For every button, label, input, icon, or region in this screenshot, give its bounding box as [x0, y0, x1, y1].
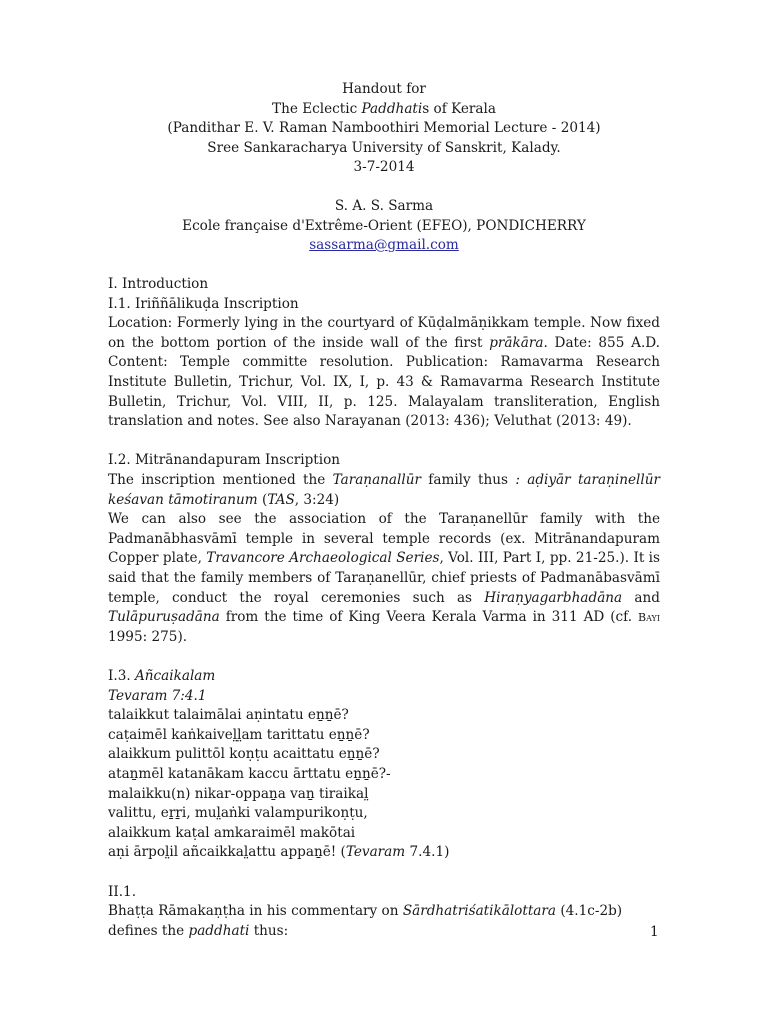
- italic-term: paddhati: [188, 922, 250, 939]
- italic-term: prākāra: [489, 334, 544, 351]
- text-run: family thus: [420, 472, 516, 489]
- author-affiliation: Ecole française d'Extrême-Orient (EFEO), PONDICHERRY: [182, 217, 586, 234]
- text-run: and: [622, 589, 660, 606]
- italic-term: Sārdhatriśatikālottara: [402, 903, 556, 920]
- title-part: s of Kerala: [422, 100, 496, 117]
- email-link[interactable]: sassarma@gmail.com: [309, 237, 459, 253]
- italic-term: Añcaikalam: [134, 667, 216, 684]
- header-title: [108, 100, 660, 120]
- section-heading-introduction: I. Introduction: [108, 276, 209, 293]
- text-run: 7.4.1): [405, 844, 450, 861]
- header-line-handout: Handout for: [342, 81, 426, 97]
- verse-line: alaikkum pulittōl koṇṭu acaittatu eṉṉē?: [108, 746, 380, 763]
- subsection-heading-1-2: I.2. Mitrānandapuram Inscription: [108, 452, 341, 469]
- italic-term: TAS: [267, 491, 295, 508]
- text-run: Location: Formerly lying in the courtyard of Kūḍalmāṇikkam temple. Now fixed on the bottom portion of the inside wall of the first: [108, 315, 660, 351]
- title-part: The Eclectic: [272, 100, 362, 117]
- verse-line: ataṉmēl katanākam kaccu ārttatu eṉṉē?-: [108, 765, 391, 782]
- verse-line: [108, 843, 660, 863]
- title-italic: Paddhati: [361, 100, 423, 117]
- verse-block: [108, 706, 660, 863]
- italic-term: Tevaram 7:4.1: [108, 687, 207, 704]
- author-name: S. A. S. Sarma: [334, 198, 434, 214]
- text-run: Bhaṭṭa Rāmakaṇṭha in his commentary on: [108, 903, 403, 920]
- header-lecture: (Pandithar E. V. Raman Namboothiri Memorial Lecture - 2014): [167, 120, 601, 136]
- text-run: from the time of King Veera Kerala Varma in 311 AD (cf.: [219, 609, 639, 626]
- verse-line: valittu, eṟṟi, mul̤aṅki valampurikoṇṭu,: [108, 805, 368, 822]
- subsection-heading-1-3: [108, 667, 660, 687]
- paragraph-location: [108, 314, 660, 432]
- text-run: . Date: 855 A.D. Content: Temple committe resolution. Publication: Ramavarma Research Institute Bulletin, Trichur, Vol. IX, I, p. 43 & Ramavarma Research Institute Bulletin, Trichur, Vol. VIII, II, p. 125. Malayalam transliteration, English translation and notes. See also Narayanan (2013: 436); Veluthat (2013: 49).: [108, 334, 660, 430]
- text-run: I.3.: [108, 667, 135, 684]
- page-number: 1: [650, 924, 659, 940]
- header-university: Sree Sankaracharya University of Sanskrit, Kalady.: [207, 139, 561, 156]
- small-caps-name: Bayi: [638, 611, 660, 625]
- text-run: (4.1c-2b) defines the: [108, 903, 623, 939]
- paragraph-paddhati: [108, 902, 660, 941]
- italic-term: Travancore Archaeological Series: [206, 550, 440, 567]
- italic-term: Hiraṇyagarbhadāna: [484, 589, 623, 606]
- document-page: [108, 80, 660, 941]
- text-run: We can also see the association of the Taraṇanellūr family with the Padmanābhasvāmī temple in several temple records (ex. Mitrānandapuram Copper plate,: [108, 511, 660, 567]
- text-run: 1995: 275).: [108, 628, 188, 645]
- text-run: , Vol. III, Part I, pp. 21-25.). It is said that the family members of Taraṇanellūr, chief priests of Padmanābasvāmī temple, conduct the royal ceremonies such as: [108, 550, 660, 606]
- header-date: 3-7-2014: [353, 159, 415, 175]
- verse-line: alaikkum kaṭal amkaraimēl makōtai: [108, 824, 356, 841]
- subsection-heading-1-1: I.1. Iriññālikuḍa Inscription: [108, 295, 299, 312]
- text-run: (: [257, 491, 268, 508]
- text-run: aṇi ārpol̤il añcaikkal̤attu appaṉē! (: [108, 844, 346, 861]
- italic-term: Tulāpuruṣadāna: [108, 609, 220, 626]
- italic-term: Tevaram: [345, 844, 406, 861]
- paragraph-association: [108, 510, 660, 647]
- verse-line: talaikkut talaimālai aṇintatu eṉṉē?: [108, 707, 349, 724]
- document-body: [108, 275, 660, 941]
- verse-line: caṭaimēl kaṅkaivel̤l̤am tarittatu eṉṉē?: [108, 726, 370, 743]
- paragraph-inscription: [108, 471, 660, 510]
- text-run: thus:: [249, 922, 289, 939]
- text-run: The inscription mentioned the: [108, 472, 333, 489]
- handout-header: [108, 80, 660, 256]
- verse-reference: [108, 687, 660, 707]
- verse-line: malaikku(n) nikar-oppaṉa vaṉ tiraikal̤: [108, 785, 369, 802]
- italic-term: : aḍiyār taraṇinellūr keśavan tāmotiranum: [108, 472, 660, 508]
- italic-term: Taraṇanallūr: [332, 472, 421, 489]
- text-run: , 3:24): [294, 491, 340, 508]
- section-heading-2-1: II.1.: [108, 883, 137, 900]
